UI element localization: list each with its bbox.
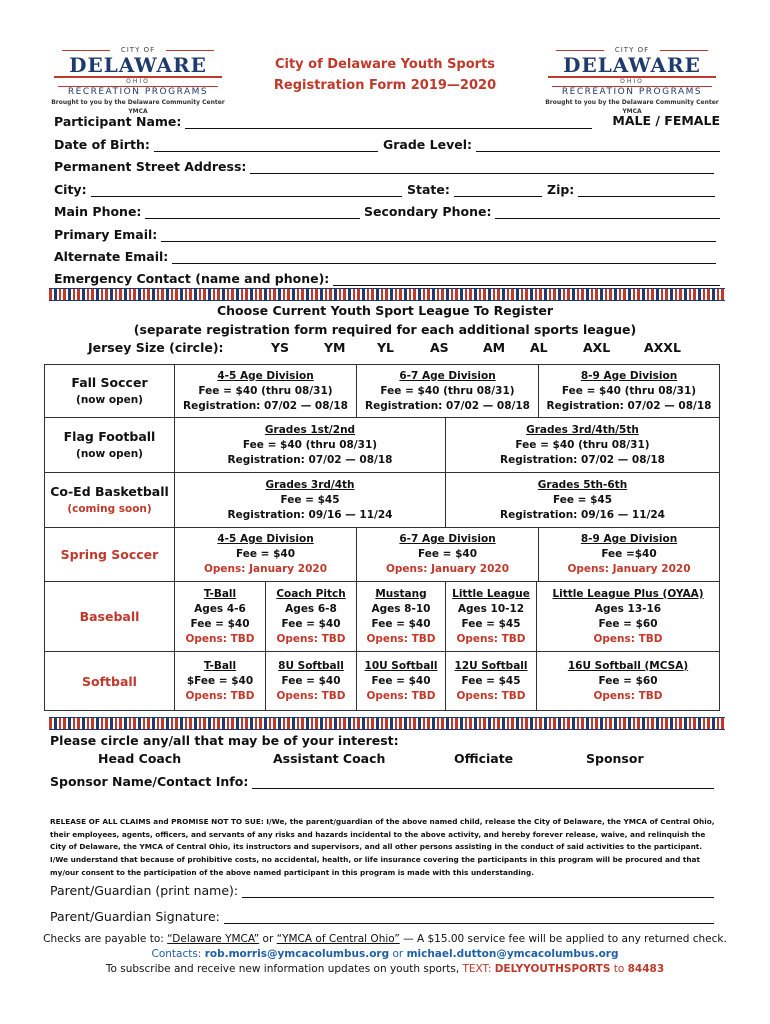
- parent-print-name-label: Parent/Guardian (print name):: [50, 883, 239, 898]
- sport-name: Co-Ed Basketball: [50, 483, 169, 499]
- division-fee: Fee = $60: [598, 617, 658, 630]
- basketball-option[interactable]: [446, 473, 719, 528]
- sport-softball[interactable]: [45, 652, 175, 710]
- jersey-size-option[interactable]: AS: [430, 340, 449, 355]
- jersey-size-option[interactable]: YS: [271, 340, 290, 355]
- participant-name-label: Participant Name:: [54, 114, 182, 129]
- logo-program: RECREATION PROGRAMS: [552, 86, 712, 98]
- division-fee: Fee = $45: [461, 674, 521, 687]
- division-fee: Fee = $40 (thru 08/31): [561, 384, 697, 397]
- row-alternate-email: [54, 248, 720, 268]
- division-registration: Registration: 07/02 — 08/18: [227, 453, 393, 466]
- city-field[interactable]: [54, 181, 402, 197]
- division-ages: Ages 6-8: [285, 602, 337, 615]
- division-registration: Registration: 07/02 — 08/18: [365, 399, 530, 412]
- text-number: 84483: [627, 963, 665, 975]
- street-label: Permanent Street Address:: [54, 159, 247, 174]
- baseball-option[interactable]: [266, 582, 357, 652]
- division-fee: Fee = $40 (thru 08/31): [515, 438, 650, 451]
- sport-name: Softball: [82, 673, 137, 689]
- division-opens: Opens: TBD: [456, 632, 526, 645]
- sport-flag-football[interactable]: [45, 418, 175, 473]
- division-registration: Registration: 07/02 — 08/18: [546, 399, 712, 412]
- division-fee: Fee = $40: [281, 674, 341, 687]
- division-head: 16U Softball (MCSA): [567, 659, 689, 672]
- sponsor-info-field[interactable]: [50, 773, 714, 789]
- division-fee: Fee = $45: [461, 617, 521, 630]
- dob-input[interactable]: [154, 140, 378, 152]
- row-dob: [54, 136, 720, 156]
- division-head: Grades 3rd/4th: [265, 478, 355, 491]
- division-opens: Opens: TBD: [593, 632, 663, 645]
- division-fee: $Fee = $40: [186, 674, 254, 687]
- division-opens: Opens: TBD: [276, 632, 346, 645]
- softball-option[interactable]: [446, 652, 537, 710]
- parent-signature-field[interactable]: [50, 906, 714, 924]
- division-opens: Opens: TBD: [593, 689, 663, 702]
- parent-print-name-input[interactable]: [242, 886, 714, 898]
- division-registration: Registration: 09/16 — 11/24: [500, 508, 665, 521]
- interest-officiate[interactable]: Officiate: [454, 751, 514, 766]
- division-opens: Opens: TBD: [456, 689, 526, 702]
- participant-name-field[interactable]: [54, 113, 592, 129]
- division-opens: Opens: TBD: [185, 689, 255, 702]
- logo-city-of: CITY OF: [542, 46, 722, 55]
- sport-fall-soccer[interactable]: [45, 365, 175, 418]
- logo-state: OHIO: [620, 78, 644, 85]
- secondary-phone-input[interactable]: [495, 207, 720, 219]
- sport-status: (now open): [76, 393, 143, 406]
- baseball-option[interactable]: [175, 582, 266, 652]
- sport-name: Baseball: [79, 609, 140, 624]
- division-opens: Opens: TBD: [366, 689, 436, 702]
- sport-name: Spring Soccer: [60, 547, 159, 562]
- flag-stripe-divider: [49, 288, 725, 301]
- baseball-option[interactable]: [446, 582, 537, 652]
- row-primary-email: [54, 226, 720, 246]
- alternate-email-label: Alternate Email:: [54, 249, 169, 264]
- division-head: Mustang: [375, 587, 427, 600]
- or-text: or: [259, 933, 277, 945]
- logo-city-of: CITY OF: [48, 46, 228, 55]
- interest-title: Please circle any/all that may be of your interest:: [50, 733, 399, 748]
- gender-option[interactable]: MALE / FEMALE: [612, 113, 720, 128]
- row-street: [54, 158, 720, 178]
- sport-status: (now open): [76, 447, 143, 460]
- state-input[interactable]: [454, 185, 542, 197]
- division-opens: Opens: January 2020: [385, 563, 510, 575]
- division-opens: Opens: TBD: [366, 632, 436, 645]
- baseball-option[interactable]: [357, 582, 446, 652]
- zip-input[interactable]: [578, 185, 715, 197]
- checks-pre-text: Checks are payable to:: [43, 933, 168, 945]
- dob-field[interactable]: [54, 136, 378, 152]
- sponsor-info-label: Sponsor Name/Contact Info:: [50, 774, 249, 789]
- release-of-claims-text: RELEASE OF ALL CLAIMS and PROMISE NOT TO SUE: I/We, the parent/guardian of the above named child, release the City of Delaware, the YMCA of Central Ohio, their employees, agents, officers, and servants of any risks and hazards incidental to the above activity, and hereby forever release, waive, and relinquish the City of Delaware, the YMCA of Central Ohio, its instructors and supervisors, and all other persons assisting in the conduct of said activities to the participant. I/We understand that because of prohibitive costs, no accidental, health, or life insurance covering the participants in this program will be procured and that my/our consent to the participation of the above named participant in this program is made with this understanding.: [50, 817, 715, 877]
- jersey-size-option[interactable]: AL: [530, 340, 548, 355]
- softball-option[interactable]: [537, 652, 719, 710]
- contacts-line: [0, 948, 770, 960]
- baseball-option[interactable]: [537, 582, 719, 652]
- division-fee: Fee = $40: [190, 617, 250, 630]
- text-label: TEXT:: [462, 963, 495, 975]
- payee-ymca-central-ohio: “YMCA of Central Ohio”: [276, 933, 400, 945]
- sport-spring-soccer[interactable]: [45, 528, 175, 582]
- league-choose-heading: Choose Current Youth Sport League To Register: [216, 303, 554, 318]
- city-logo-right: [542, 46, 722, 115]
- division-ages: Ages 4-6: [194, 602, 246, 615]
- logo-brought-by: Brought to you by the Delaware Community Center YMCA: [545, 99, 719, 115]
- division-head: Grades 5th-6th: [537, 478, 628, 491]
- sport-status: (coming soon): [67, 502, 152, 515]
- parent-signature-input[interactable]: [224, 912, 714, 924]
- parent-signature-label: Parent/Guardian Signature:: [50, 909, 220, 924]
- to-text: to: [610, 963, 628, 975]
- row-participant-name: [54, 113, 720, 133]
- division-fee: Fee = $40: [417, 548, 478, 560]
- emergency-contact-label: Emergency Contact (name and phone):: [54, 271, 330, 286]
- city-input[interactable]: [91, 185, 402, 197]
- interest-assistant-coach[interactable]: Assistant Coach: [273, 751, 386, 766]
- division-head: 4-5 Age Division: [217, 369, 314, 382]
- division-fee: Fee =$40: [601, 548, 657, 560]
- division-opens: Opens: January 2020: [567, 563, 691, 575]
- emergency-contact-input[interactable]: [333, 274, 720, 286]
- row-city: [54, 181, 720, 201]
- division-fee: Fee = $60: [598, 674, 658, 687]
- fall-soccer-option[interactable]: [357, 365, 539, 418]
- alternate-email-field[interactable]: [54, 248, 716, 264]
- text-keyword: DELYYOUTHSPORTS: [494, 963, 611, 975]
- jersey-size-option[interactable]: AXXL: [644, 340, 681, 355]
- subscribe-text: To subscribe and receive new information updates on youth sports,: [105, 963, 463, 975]
- logo-brought-by: Brought to you by the Delaware Community Center YMCA: [51, 99, 225, 115]
- interest-sponsor[interactable]: Sponsor: [586, 751, 644, 766]
- title-line-2: Registration Form 2019—2020: [273, 78, 497, 93]
- spring-soccer-option[interactable]: [539, 528, 719, 582]
- jersey-size-option[interactable]: AM: [483, 340, 506, 355]
- form-header: [0, 40, 770, 115]
- division-fee: Fee = $40 (thru 08/31): [198, 384, 333, 397]
- logo-name: DELAWARE: [548, 55, 716, 78]
- sport-name: Flag Football: [63, 428, 156, 444]
- division-ages: Ages 13-16: [594, 602, 662, 615]
- division-opens: Opens: TBD: [276, 689, 346, 702]
- flag-football-option[interactable]: [446, 418, 719, 473]
- flag-stripe-divider: [49, 717, 725, 730]
- division-head: 12U Softball: [454, 659, 528, 672]
- city-logo-left: [48, 46, 228, 115]
- primary-email-label: Primary Email:: [54, 227, 158, 242]
- contact-email-link[interactable]: rob.morris@ymcacolumbus.org: [204, 948, 390, 960]
- division-fee: Fee = $40 (thru 08/31): [242, 438, 378, 451]
- division-fee: Fee = $40: [371, 617, 431, 630]
- checks-payable-note: [0, 933, 770, 945]
- grade-field[interactable]: [383, 136, 720, 152]
- division-head: T-Ball: [203, 659, 237, 672]
- form-title: [230, 54, 540, 96]
- division-head: 8U Softball: [278, 659, 344, 672]
- division-opens: Opens: TBD: [185, 632, 255, 645]
- division-fee: Fee = $40: [371, 674, 431, 687]
- division-head: 8-9 Age Division: [580, 369, 678, 382]
- division-fee: Fee = $40: [235, 548, 296, 560]
- division-head: Little League: [452, 587, 530, 600]
- jersey-size-option[interactable]: AXL: [583, 340, 611, 355]
- division-head: 6-7 Age Division: [399, 533, 496, 545]
- subscribe-line: [0, 963, 770, 975]
- jersey-size-option[interactable]: YM: [324, 340, 346, 355]
- row-sponsor-info: [50, 773, 714, 793]
- division-head: 10U Softball: [364, 659, 438, 672]
- basketball-option[interactable]: [175, 473, 446, 528]
- division-head: Grades 3rd/4th/5th: [526, 423, 639, 436]
- league-separate-note: (separate registration form required for each additional sports league): [133, 322, 637, 337]
- fall-soccer-option[interactable]: [539, 365, 719, 418]
- grade-input[interactable]: [476, 140, 720, 152]
- logo-program: RECREATION PROGRAMS: [58, 86, 218, 98]
- secondary-phone-label: Secondary Phone:: [364, 204, 492, 219]
- sport-baseball[interactable]: [45, 582, 175, 652]
- logo-state: OHIO: [126, 78, 150, 85]
- grade-label: Grade Level:: [383, 137, 472, 152]
- spring-soccer-option[interactable]: [357, 528, 539, 582]
- alternate-email-input[interactable]: [172, 252, 716, 264]
- division-head: Grades 1st/2nd: [264, 423, 356, 436]
- parent-print-name-field[interactable]: [50, 880, 714, 898]
- division-ages: Ages 8-10: [371, 602, 431, 615]
- contact-email-link[interactable]: michael.dutton@ymcacolumbus.org: [406, 948, 619, 960]
- row-phone: [54, 203, 720, 223]
- spring-soccer-option[interactable]: [175, 528, 357, 582]
- city-label: City:: [54, 182, 87, 197]
- division-registration: Registration: 07/02 — 08/18: [183, 399, 348, 412]
- sport-co-ed-basketball[interactable]: [45, 473, 175, 528]
- or-text: or: [389, 948, 407, 960]
- logo-name: DELAWARE: [54, 55, 222, 78]
- division-head: Little League Plus (OYAA): [552, 587, 704, 600]
- fall-soccer-option[interactable]: [175, 365, 357, 418]
- division-head: 4-5 Age Division: [217, 533, 314, 545]
- division-ages: Ages 10-12: [457, 602, 525, 615]
- division-registration: Registration: 07/02 — 08/18: [500, 453, 665, 466]
- secondary-phone-field[interactable]: [364, 203, 720, 219]
- contacts-label: Contacts:: [151, 948, 205, 960]
- softball-option[interactable]: [266, 652, 357, 710]
- zip-label: Zip:: [547, 182, 575, 197]
- title-line-1: City of Delaware Youth Sports: [274, 57, 496, 72]
- softball-option[interactable]: [357, 652, 446, 710]
- state-label: State:: [407, 182, 450, 197]
- division-fee: Fee = $40: [281, 617, 341, 630]
- payee-delaware-ymca: “Delaware YMCA”: [167, 933, 260, 945]
- primary-email-input[interactable]: [161, 230, 716, 242]
- state-field[interactable]: [407, 181, 542, 197]
- division-head: 6-7 Age Division: [399, 369, 496, 382]
- jersey-size-row: [88, 340, 708, 358]
- main-phone-field[interactable]: [54, 203, 360, 219]
- zip-field[interactable]: [547, 181, 715, 197]
- street-field[interactable]: [54, 158, 714, 174]
- division-head: T-Ball: [203, 587, 237, 600]
- division-head: Coach Pitch: [276, 587, 346, 600]
- flag-football-option[interactable]: [175, 418, 446, 473]
- division-fee: Fee = $45: [552, 493, 613, 506]
- checks-post-text: — A $15.00 service fee will be applied to any returned check.: [399, 933, 727, 945]
- sport-name: Fall Soccer: [71, 374, 148, 390]
- row-emergency: [54, 270, 720, 290]
- main-phone-input[interactable]: [145, 207, 360, 219]
- jersey-size-option[interactable]: YL: [377, 340, 395, 355]
- primary-email-field[interactable]: [54, 226, 716, 242]
- dob-label: Date of Birth:: [54, 137, 150, 152]
- participant-name-input[interactable]: [185, 117, 592, 129]
- league-table: [44, 364, 720, 711]
- interest-head-coach[interactable]: Head Coach: [98, 751, 182, 766]
- softball-option[interactable]: [175, 652, 266, 710]
- division-registration: Registration: 09/16 — 11/24: [227, 508, 393, 521]
- emergency-contact-field[interactable]: [54, 270, 720, 286]
- division-head: 8-9 Age Division: [580, 533, 678, 545]
- division-fee: Fee = $40 (thru 08/31): [380, 384, 515, 397]
- division-fee: Fee = $45: [280, 493, 340, 506]
- street-input[interactable]: [250, 162, 714, 174]
- main-phone-label: Main Phone:: [54, 204, 142, 219]
- jersey-size-label: Jersey Size (circle):: [88, 340, 224, 355]
- sponsor-info-input[interactable]: [252, 777, 714, 789]
- division-opens: Opens: January 2020: [203, 563, 328, 575]
